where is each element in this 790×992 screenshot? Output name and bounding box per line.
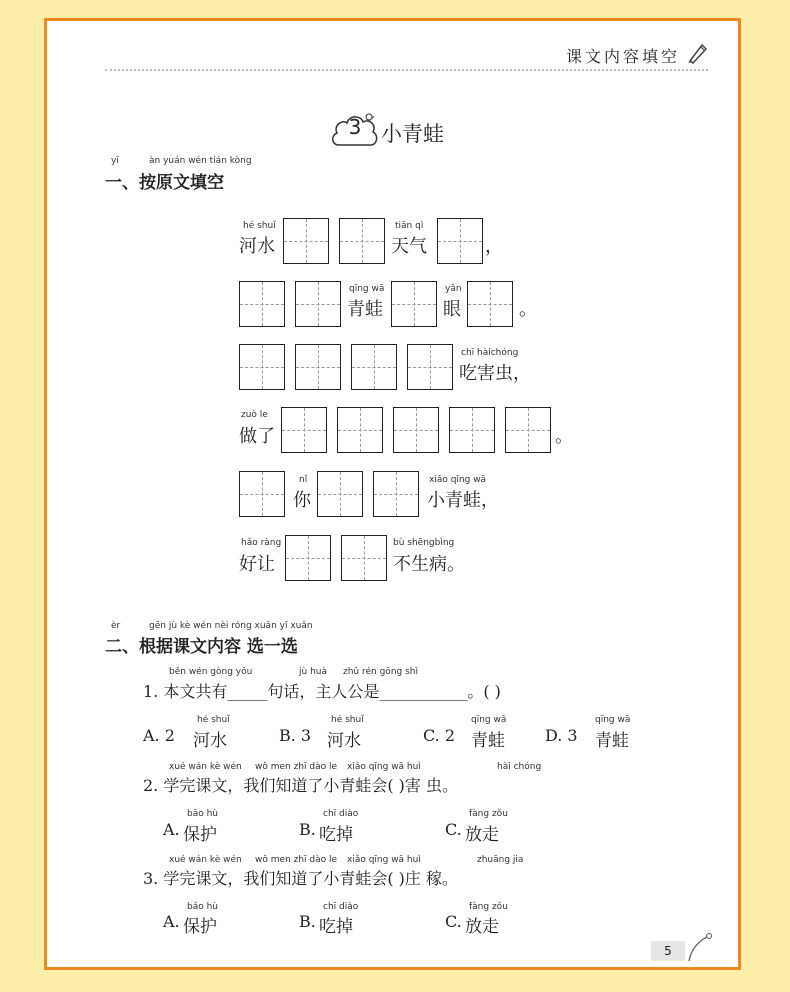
q3-option-c-label[interactable]: C. [445, 912, 462, 931]
row6-word-1: 好让 [239, 554, 275, 575]
writing-box[interactable] [281, 407, 327, 453]
lesson-name: 小青蛙 [381, 122, 444, 146]
row5-pinyin-1: nǐ [299, 475, 308, 485]
q3-pinyin-1: xué wán kè wén [169, 855, 242, 865]
writing-box[interactable] [437, 218, 483, 264]
row2-pinyin-2: yǎn [445, 284, 462, 294]
writing-box[interactable] [341, 535, 387, 581]
row6-pinyin-2: bù shēngbìng [393, 538, 455, 548]
section2-heading: 二、根据课文内容 选一选 [105, 637, 298, 657]
q3-pinyin-3: le [329, 855, 338, 865]
q2-option-c-pinyin: fàng zǒu [469, 809, 508, 819]
page-number: 5 [651, 941, 685, 961]
q3-option-b-label[interactable]: B. [299, 912, 316, 931]
q2-option-a-label[interactable]: A. [163, 820, 180, 839]
q3-option-a-pinyin: bǎo hù [187, 902, 219, 912]
row4-punct: 。 [555, 426, 573, 447]
q1-pinyin-3: zhǔ rén gōng shì [343, 667, 418, 677]
section2-pinyin: gēn jù kè wén nèi róng xuǎn yī xuǎn [149, 621, 313, 631]
section1-heading: 一、按原文填空 [105, 173, 224, 193]
writing-box[interactable] [373, 471, 419, 517]
row1-word-2: 天气 [391, 236, 427, 257]
question-2: 2. 学完课文，我们知道了小青蛙会( )害 虫。 [143, 776, 459, 795]
row1-punct: ， [485, 236, 503, 257]
row5-word-1: 你 [293, 490, 311, 511]
q1-pinyin-2: jù huà [299, 667, 327, 677]
q2-option-b-word: 吃掉 [319, 825, 353, 845]
row2-punct: 。 [519, 299, 537, 320]
q2-pinyin-1: xué wán kè wén [169, 762, 242, 772]
q3-option-c-pinyin: fàng zǒu [469, 902, 508, 912]
row1-pinyin-1: hé shuǐ [243, 221, 276, 231]
q1-option-b-label[interactable]: B. 3 [279, 726, 312, 745]
writing-box[interactable] [283, 218, 329, 264]
row2-pinyin-1: qīng wā [349, 284, 385, 294]
q1-option-a-pinyin: hé shuǐ [197, 715, 230, 725]
q1-option-d-pinyin: qīng wā [595, 715, 631, 725]
writing-box[interactable] [239, 471, 285, 517]
writing-box[interactable] [239, 281, 285, 327]
question-3: 3. 学完课文，我们知道了小青蛙会( )庄 稼。 [143, 869, 459, 888]
q2-option-b-label[interactable]: B. [299, 820, 316, 839]
writing-box[interactable] [505, 407, 551, 453]
writing-box[interactable] [391, 281, 437, 327]
row3-word-1: 吃害虫， [459, 363, 531, 384]
q2-option-b-pinyin: chī diào [323, 809, 359, 819]
row1-word-1: 河水 [239, 236, 275, 257]
writing-box[interactable] [295, 281, 341, 327]
q3-pinyin-4: xiǎo qīng wā huì [347, 855, 421, 865]
row1-pinyin-2: tiān qì [395, 221, 424, 231]
header-title: 课文内容填空 [565, 47, 680, 66]
q2-pinyin-5: hài chóng [497, 762, 542, 772]
header-divider [105, 69, 708, 71]
swirl-decoration-icon [685, 931, 715, 963]
row6-word-2: 不生病。 [393, 554, 465, 575]
writing-box[interactable] [407, 344, 453, 390]
section1-pinyin: àn yuán wén tián kòng [149, 156, 252, 166]
q1-option-a-word: 河水 [193, 731, 227, 751]
row4-word-1: 做了 [239, 426, 275, 447]
q1-option-c-word: 青蛙 [471, 731, 505, 751]
q1-option-d-label[interactable]: D. 3 [545, 726, 578, 745]
q3-option-a-label[interactable]: A. [163, 912, 180, 931]
q3-pinyin-5: zhuāng jia [477, 855, 524, 865]
section1-pinyin-yi: yī [111, 156, 119, 166]
q2-option-c-word: 放走 [465, 825, 499, 845]
row2-word-1: 青蛙 [347, 299, 383, 320]
writing-box[interactable] [295, 344, 341, 390]
q2-pinyin-3: le [329, 762, 338, 772]
q3-pinyin-2: wǒ men zhī dào [255, 855, 327, 865]
writing-box[interactable] [351, 344, 397, 390]
q1-option-b-word: 河水 [327, 731, 361, 751]
q1-pinyin-1: běn wén gòng yǒu [169, 667, 253, 677]
q1-option-c-pinyin: qīng wā [471, 715, 507, 725]
q1-option-d-word: 青蛙 [595, 731, 629, 751]
q3-option-b-word: 吃掉 [319, 917, 353, 937]
writing-box[interactable] [449, 407, 495, 453]
worksheet-page [44, 18, 741, 970]
row6-pinyin-1: hǎo ràng [241, 538, 282, 548]
row2-word-2: 眼 [443, 299, 461, 320]
row5-word-2: 小青蛙， [427, 490, 499, 511]
writing-box[interactable] [317, 471, 363, 517]
writing-box[interactable] [467, 281, 513, 327]
section2-pinyin-er: èr [111, 621, 121, 631]
q2-option-a-pinyin: bǎo hù [187, 809, 219, 819]
lesson-number: 3 [348, 115, 362, 139]
writing-box[interactable] [339, 218, 385, 264]
q1-option-c-label[interactable]: C. 2 [423, 726, 456, 745]
writing-box[interactable] [393, 407, 439, 453]
q2-pinyin-2: wǒ men zhī dào [255, 762, 327, 772]
q1-option-a-label[interactable]: A. 2 [143, 726, 175, 745]
writing-box[interactable] [285, 535, 331, 581]
row5-pinyin-2: xiǎo qīng wā [429, 475, 487, 485]
row3-pinyin-1: chī hàichóng [461, 348, 519, 358]
q3-option-a-word: 保护 [183, 917, 217, 937]
pencil-icon [684, 39, 710, 65]
q2-pinyin-4: xiǎo qīng wā huì [347, 762, 421, 772]
q3-option-b-pinyin: chī diào [323, 902, 359, 912]
writing-box[interactable] [337, 407, 383, 453]
q1-option-b-pinyin: hé shuǐ [331, 715, 364, 725]
writing-box[interactable] [239, 344, 285, 390]
q3-option-c-word: 放走 [465, 917, 499, 937]
q2-option-a-word: 保护 [183, 825, 217, 845]
q2-option-c-label[interactable]: C. [445, 820, 462, 839]
question-1: 1. 本文共有_____句话，主人公是___________。( ) [143, 682, 501, 701]
row4-pinyin-1: zuò le [241, 410, 268, 420]
